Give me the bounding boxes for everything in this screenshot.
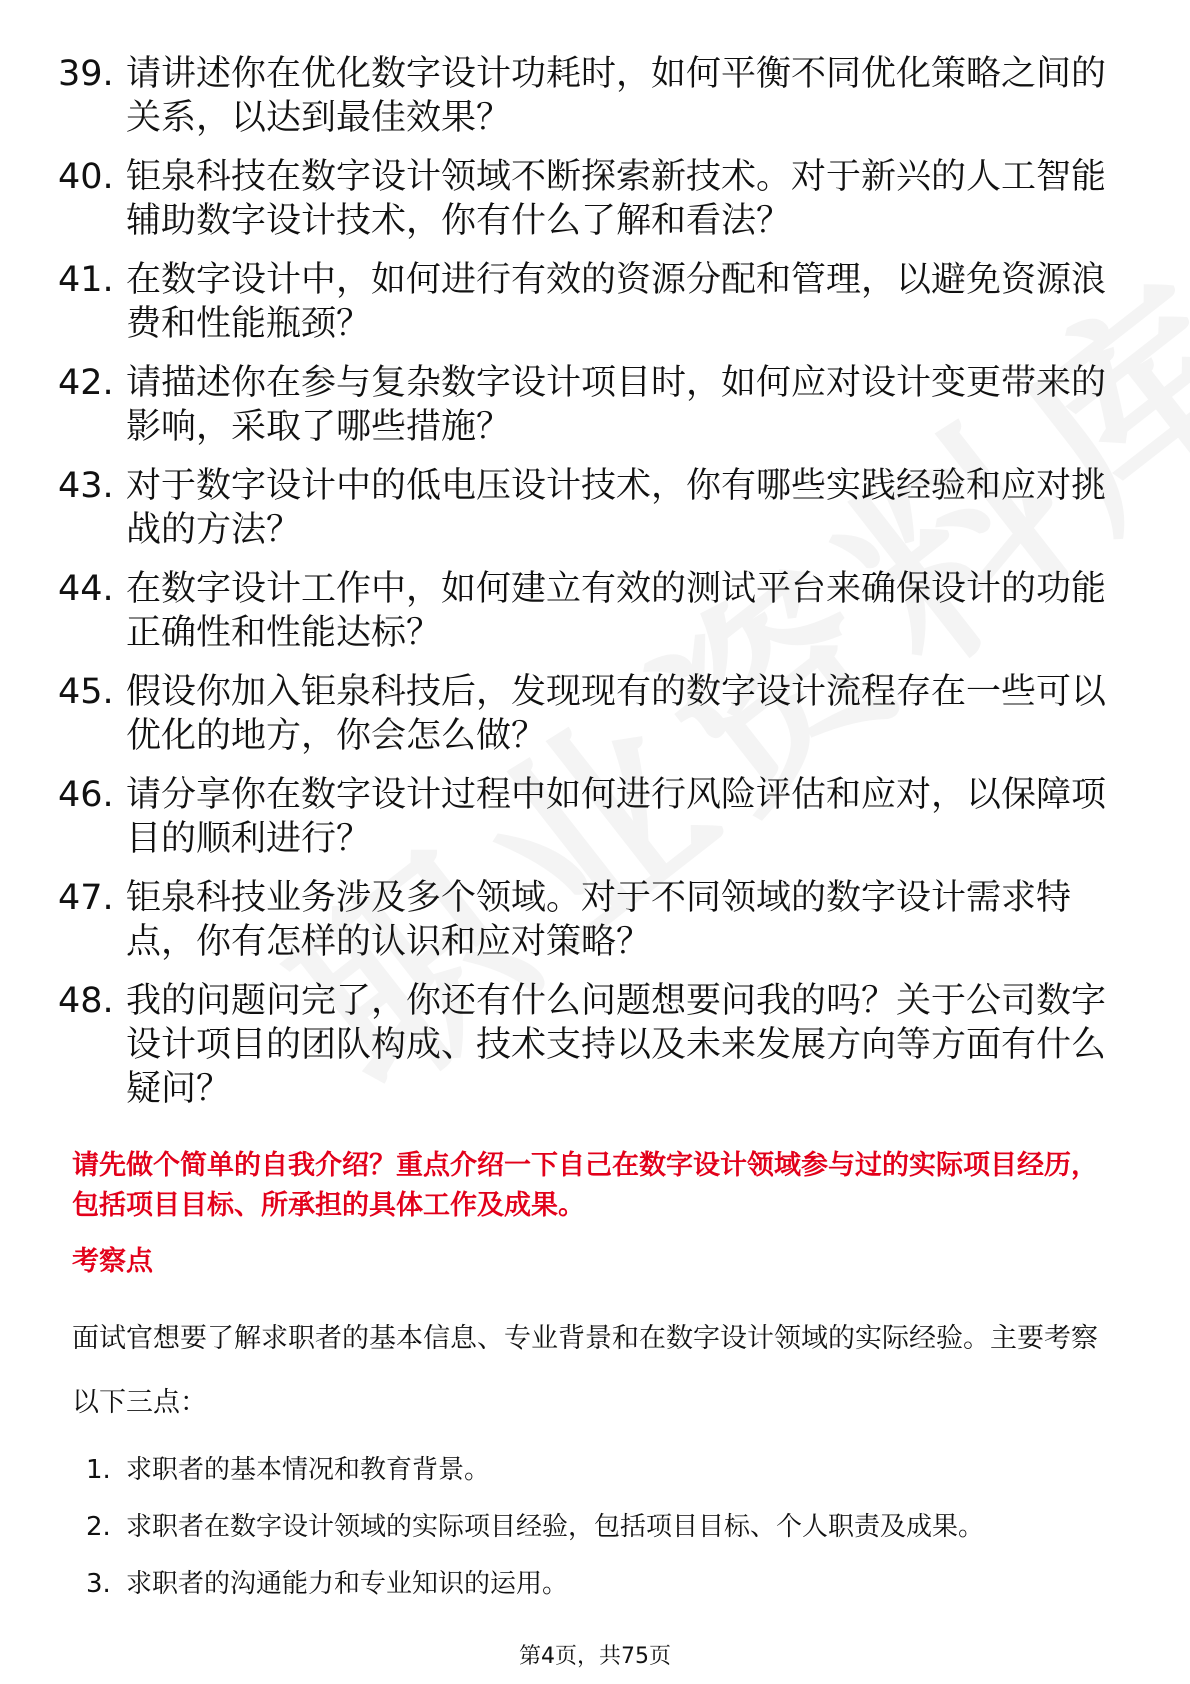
question-text: 在数字设计工作中，如何建立有效的测试平台来确保设计的功能正确性和性能达标？ (126, 569, 1107, 653)
list-item (58, 155, 1118, 243)
question-number: 44. (58, 569, 114, 609)
question-text: 钜泉科技在数字设计领域不断探索新技术。对于新兴的人工智能辅助数字设计技术，你有什么了解和看法？ (126, 157, 1107, 241)
list-item (58, 876, 1118, 964)
question-text: 钜泉科技业务涉及多个领域。对于不同领域的数字设计需求特点，你有怎样的认识和应对策略？ (126, 878, 1072, 962)
list-item (86, 1450, 1116, 1490)
list-item (86, 1564, 1116, 1604)
list-item (58, 567, 1118, 655)
page-footer: 第4页，共75页 (519, 1644, 671, 1669)
list-item (58, 258, 1118, 346)
section-title: 考察点 (72, 1246, 153, 1277)
point-number: 2. (86, 1512, 111, 1542)
question-text: 请分享你在数字设计过程中如何进行风险评估和应对，以保障项目的顺利进行？ (126, 775, 1107, 859)
list-item (58, 52, 1118, 140)
question-text: 假设你加入钜泉科技后，发现现有的数字设计流程存在一些可以优化的地方，你会怎么做？ (126, 672, 1107, 756)
list-item (58, 773, 1118, 861)
list-item (58, 979, 1118, 1111)
question-list (58, 52, 1118, 1126)
question-number: 43. (58, 466, 114, 506)
question-number: 40. (58, 157, 114, 197)
question-number: 42. (58, 363, 114, 403)
point-text: 求职者的沟通能力和专业知识的运用。 (126, 1569, 569, 1599)
point-list (86, 1450, 1116, 1621)
question-text: 我的问题问完了，你还有什么问题想要问我的吗？关于公司数字设计项目的团队构成、技术支持以及未来发展方向等方面有什么疑问？ (126, 981, 1107, 1109)
featured-question: 请先做个简单的自我介绍？重点介绍一下自己在数字设计领域参与过的实际项目经历，包括项目目标、所承担的具体工作及成果。 (72, 1150, 1098, 1221)
question-text: 请讲述你在优化数字设计功耗时，如何平衡不同优化策略之间的关系，以达到最佳效果？ (126, 54, 1107, 138)
point-text: 求职者在数字设计领域的实际项目经验，包括项目目标、个人职责及成果。 (126, 1512, 985, 1542)
list-item (58, 361, 1118, 449)
point-number: 3. (86, 1569, 111, 1599)
point-text: 求职者的基本情况和教育背景。 (126, 1455, 491, 1485)
question-number: 47. (58, 878, 114, 918)
question-number: 45. (58, 672, 114, 712)
question-text: 请描述你在参与复杂数字设计项目时，如何应对设计变更带来的影响，采取了哪些措施？ (126, 363, 1107, 447)
question-number: 39. (58, 54, 114, 94)
question-number: 41. (58, 260, 114, 300)
question-number: 46. (58, 775, 114, 815)
question-text: 在数字设计中，如何进行有效的资源分配和管理，以避免资源浪费和性能瓶颈？ (126, 260, 1107, 344)
list-item (58, 464, 1118, 552)
intro-paragraph: 面试官想要了解求职者的基本信息、专业背景和在数字设计领域的实际经验。主要考察以下三点： (72, 1323, 1098, 1418)
question-text: 对于数字设计中的低电压设计技术，你有哪些实践经验和应对挑战的方法？ (126, 466, 1107, 550)
point-number: 1. (86, 1455, 111, 1485)
list-item (58, 670, 1118, 758)
list-item (86, 1507, 1116, 1547)
question-number: 48. (58, 981, 114, 1021)
